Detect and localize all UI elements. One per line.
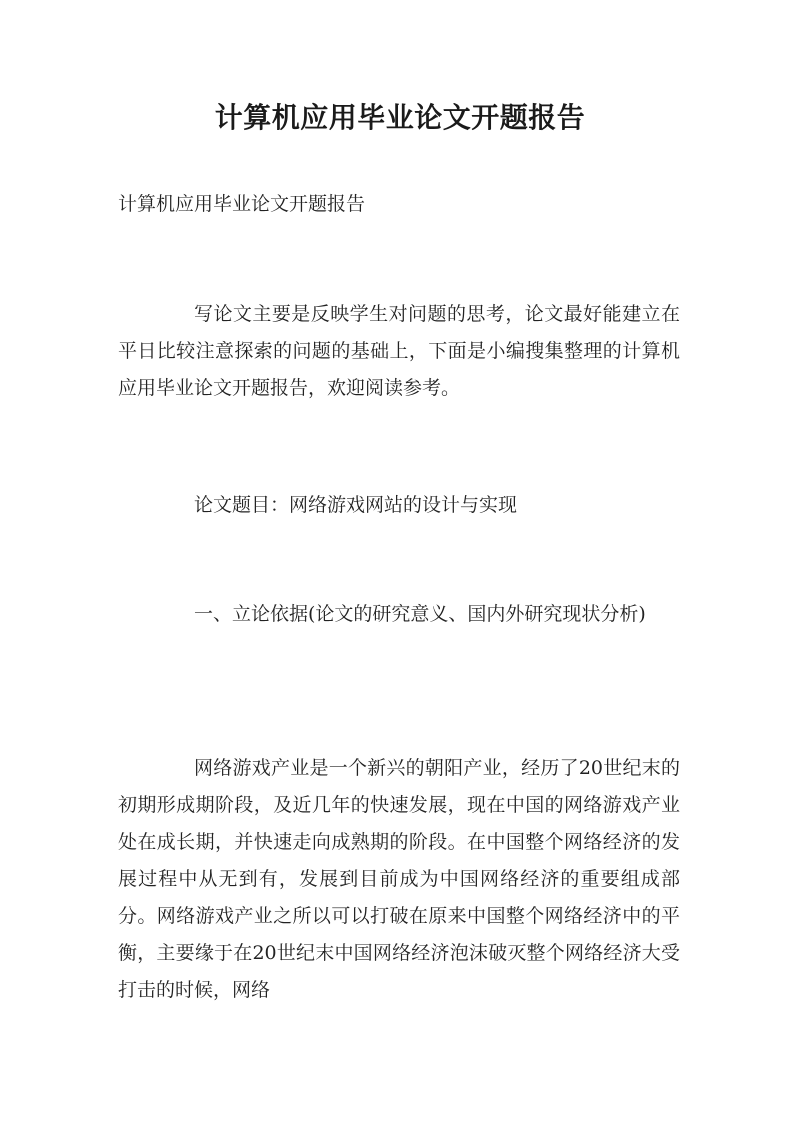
document-subtitle: 计算机应用毕业论文开题报告 [118, 193, 366, 215]
body-paragraph: 网络游戏产业是一个新兴的朝阳产业，经历了20世纪末的初期形成期阶段，及近几年的快速发展，现在中国的网络游戏产业处在成长期，并快速走向成熟期的阶段。在中国整个网络经济的发展过程中从无到有，发展到目前成为中国网络经济的重要组成部分。网络游戏产业之所以可以打破在原来中国整个网络经济中的平衡，主要缘于在20世纪末中国网络经济泡沫破灭整个网络经济大受打击的时候，网络 [118, 757, 680, 1001]
thesis-topic: 论文题目：网络游戏网站的设计与实现 [194, 494, 518, 516]
document-title: 计算机应用毕业论文开题报告 [214, 101, 586, 134]
intro-paragraph: 写论文主要是反映学生对问题的思考，论文最好能建立在平日比较注意探索的问题的基础上，下面是小编搜集整理的计算机应用毕业论文开题报告，欢迎阅读参考。 [118, 303, 680, 399]
section-heading: 一、立论依据(论文的研究意义、国内外研究现状分析) [194, 603, 646, 625]
